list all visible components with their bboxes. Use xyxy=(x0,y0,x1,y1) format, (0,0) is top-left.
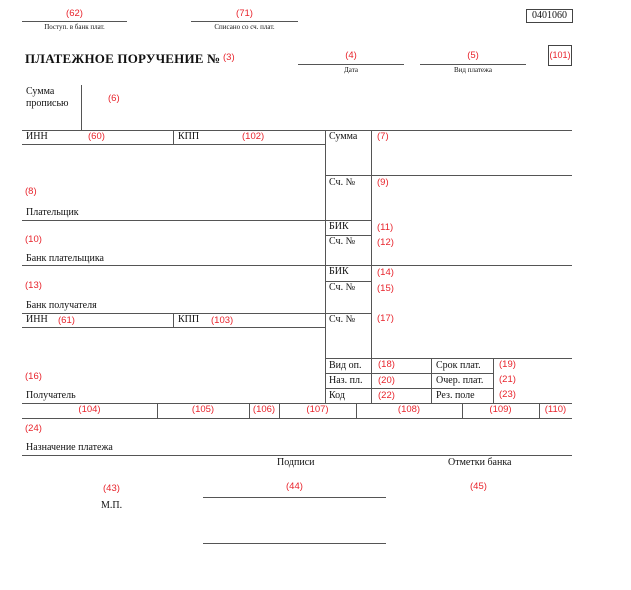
payee-bank-marker[interactable]: (13) xyxy=(25,280,42,291)
payee-bank-label: Банк получателя xyxy=(26,300,97,311)
code-marker[interactable]: (22) xyxy=(378,390,395,401)
operation-type-label: Вид оп. xyxy=(329,360,362,371)
amount-marker[interactable]: (7) xyxy=(377,131,389,142)
payer-account-label: Сч. № xyxy=(329,177,356,188)
payee-inn-label: ИНН xyxy=(26,314,48,325)
tax-field-107[interactable]: (107) xyxy=(306,404,329,415)
tax-field-105[interactable]: (105) xyxy=(191,404,215,415)
payee-inn-marker[interactable]: (61) xyxy=(58,315,75,326)
payee-account-marker[interactable]: (17) xyxy=(377,313,394,324)
amount-words-divider xyxy=(81,85,82,130)
payment-priority-label: Очер. плат. xyxy=(436,375,484,386)
tax-field-109[interactable]: (109) xyxy=(489,404,512,415)
form-code-box: 0401060 xyxy=(526,9,573,23)
page-title: ПЛАТЕЖНОЕ ПОРУЧЕНИЕ № xyxy=(25,51,221,66)
tax-field-104[interactable]: (104) xyxy=(78,404,101,415)
payer-bank-bottom-line xyxy=(22,265,572,266)
code-label: Код xyxy=(329,390,345,401)
received-date-marker: (62) xyxy=(66,8,83,19)
tax-field-108[interactable]: (108) xyxy=(397,404,421,415)
payer-kpp-marker[interactable]: (102) xyxy=(242,131,265,142)
operation-type-marker[interactable]: (18) xyxy=(378,359,395,370)
payee-name-marker[interactable]: (16) xyxy=(25,371,42,382)
bank-marks-label: Отметки банка xyxy=(448,457,512,468)
reserved-field-label: Рез. поле xyxy=(436,390,475,401)
signature-line-2[interactable] xyxy=(203,543,386,544)
tax-row-bottom-line xyxy=(22,418,572,419)
payee-inn-row-line xyxy=(22,327,325,328)
col-divider-left xyxy=(325,130,326,403)
payee-bik-label: БИК xyxy=(329,266,349,277)
payer-kpp-label: КПП xyxy=(178,131,200,142)
payment-term-marker[interactable]: (19) xyxy=(499,359,516,370)
payer-bank-account-marker[interactable]: (12) xyxy=(377,237,394,248)
payee-account-label: Сч. № xyxy=(329,314,356,325)
details-row-line-2 xyxy=(325,388,493,389)
payment-type-label: Вид платежа xyxy=(453,66,492,74)
payer-name-label: Плательщик xyxy=(26,207,79,218)
amount-words-label-1: Сумма xyxy=(26,86,55,97)
status-box[interactable]: (101) xyxy=(548,45,572,66)
debited-date-marker: (71) xyxy=(236,8,253,19)
details-row-line-1 xyxy=(325,373,493,374)
tax-field-106[interactable]: (106) xyxy=(252,404,276,415)
payer-bank-account-label: Сч. № xyxy=(329,236,356,247)
payment-type-line[interactable] xyxy=(420,64,526,65)
payer-account-marker[interactable]: (9) xyxy=(377,177,389,188)
payee-kpp-label: КПП xyxy=(178,314,200,325)
payment-term-label: Срок плат. xyxy=(436,360,481,371)
purpose-label: Назначение платежа xyxy=(26,442,113,453)
purpose-marker[interactable]: (24) xyxy=(25,423,42,434)
stamp-marker: (43) xyxy=(103,483,120,494)
payer-account-line xyxy=(325,175,572,176)
date-line[interactable] xyxy=(298,64,404,65)
date-marker: (4) xyxy=(345,50,357,61)
amount-words-label-2: прописью xyxy=(26,98,69,109)
col-divider-right xyxy=(371,130,372,403)
amount-words-marker[interactable]: (6) xyxy=(108,93,120,104)
reserved-field-marker[interactable]: (23) xyxy=(499,389,516,400)
payer-bottom-line xyxy=(22,220,371,221)
debited-date-line[interactable] xyxy=(191,21,298,22)
received-date-line[interactable] xyxy=(22,21,127,22)
details-top-line xyxy=(325,358,572,359)
stamp-label: М.П. xyxy=(101,500,123,511)
amount-label: Сумма xyxy=(329,131,358,142)
signature-line-1[interactable] xyxy=(203,497,386,498)
payee-bank-account-label: Сч. № xyxy=(329,282,356,293)
received-date-label: Поступ. в банк плат. xyxy=(44,23,105,31)
debited-date-label: Списано со сч. плат. xyxy=(214,23,275,31)
payment-priority-marker[interactable]: (21) xyxy=(499,374,516,385)
payment-type-marker: (5) xyxy=(467,50,479,61)
details-divider-2 xyxy=(493,358,494,403)
payer-bank-marker[interactable]: (10) xyxy=(25,234,42,245)
bank-marks-marker: (45) xyxy=(470,481,487,492)
payer-bank-label: Банк плательщика xyxy=(26,253,104,264)
signatures-label: Подписи xyxy=(277,457,315,468)
payer-inn-label: ИНН xyxy=(26,131,48,142)
details-divider-1 xyxy=(431,358,432,403)
payer-inn-marker[interactable]: (60) xyxy=(88,131,105,142)
payment-purpose-code-marker[interactable]: (20) xyxy=(378,375,395,386)
payee-kpp-marker[interactable]: (103) xyxy=(211,315,234,326)
payer-inn-row-line xyxy=(22,144,325,145)
payment-purpose-code-label: Наз. пл. xyxy=(329,375,363,386)
payer-name-marker[interactable]: (8) xyxy=(25,186,37,197)
payee-bik-marker[interactable]: (14) xyxy=(377,267,394,278)
payer-bik-label: БИК xyxy=(329,221,349,232)
payee-name-label: Получатель xyxy=(26,390,76,401)
signature-marker: (44) xyxy=(286,481,303,492)
tax-field-110[interactable]: (110) xyxy=(544,404,567,415)
purpose-bottom-line xyxy=(22,455,572,456)
payee-bank-account-marker[interactable]: (15) xyxy=(377,283,394,294)
number-marker[interactable]: (3) xyxy=(223,52,235,63)
payer-inn-kpp-divider xyxy=(173,130,174,144)
payee-inn-kpp-divider xyxy=(173,313,174,327)
date-label: Дата xyxy=(344,66,358,74)
payer-bik-marker[interactable]: (11) xyxy=(377,222,394,233)
